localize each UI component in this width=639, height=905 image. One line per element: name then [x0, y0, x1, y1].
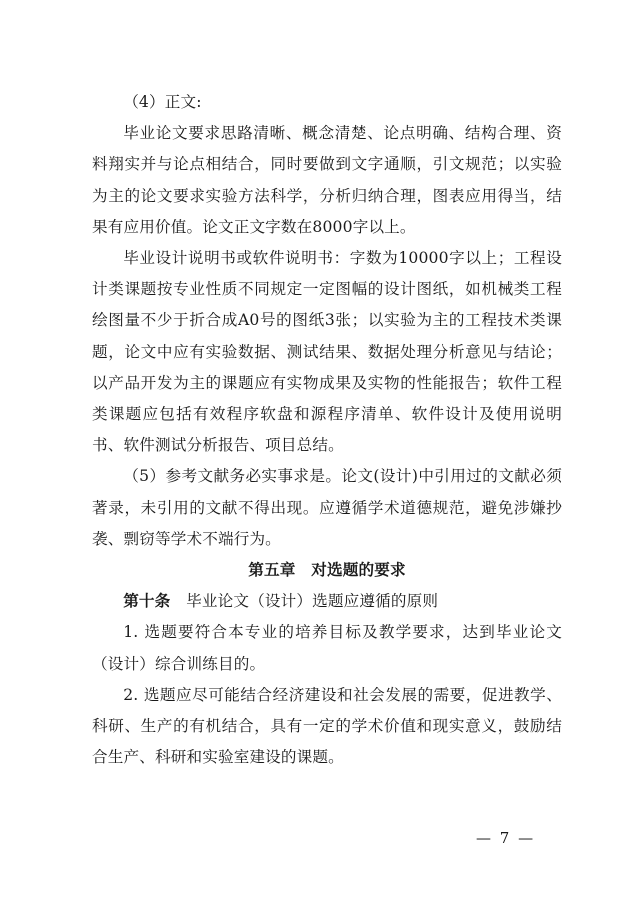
chapter-5-title: 第五章 对选题的要求 [248, 561, 406, 580]
section-4-paragraph-2: 毕业设计说明书或软件说明书：字数为10000字以上；工程设计类课题按专业性质不同规定一定图幅的设计图纸，如机械类工程绘图量不少于折合成A0号的图纸3张；以实验为主的工程技术类课题，论文中应有实验数据、测试结果、数据处理分析意见与结论；以产品开发为主的课题应有实物成果及实物的性能报告；软件工程类课题应包括有效程序软盘和源程序清单、软件设计及使用说明书、软件测试分析报告、项目总结。 [92, 249, 562, 455]
section-4-paragraph-1: 毕业论文要求思路清晰、概念清楚、论点明确、结构合理、资料翔实并与论点相结合，同时要做到文字通顺，引文规范；以实验为主的论文要求实验方法科学，分析归纳合理，图表应用得当，结果有应用价值。论文正文字数在8000字以上。 [92, 124, 562, 236]
section-5-paragraph: （5）参考文献务必实事求是。论文(设计)中引用过的文献必须著录，未引用的文献不得出现。应遵循学术道德规范，避免涉嫌抄袭、剽窃等学术不端行为。 [92, 467, 562, 548]
article-10-label: 第十条 [123, 592, 171, 611]
page-number: — 7 — [476, 829, 536, 847]
article-10-item-1: 1. 选题要符合本专业的培养目标及教学要求，达到毕业论文（设计）综合训练目的。 [92, 623, 562, 673]
section-4-heading: （4）正文: [123, 93, 202, 111]
article-10-title: 毕业论文（设计）选题应遵循的原则 [170, 592, 439, 611]
document-body [92, 87, 562, 773]
article-10-item-2: 2. 选题应尽可能结合经济建设和社会发展的需要，促进教学、科研、生产的有机结合，具有一定的学术价值和现实意义，鼓励结合生产、科研和实验室建设的课题。 [92, 685, 562, 767]
article-10-heading [92, 586, 562, 617]
